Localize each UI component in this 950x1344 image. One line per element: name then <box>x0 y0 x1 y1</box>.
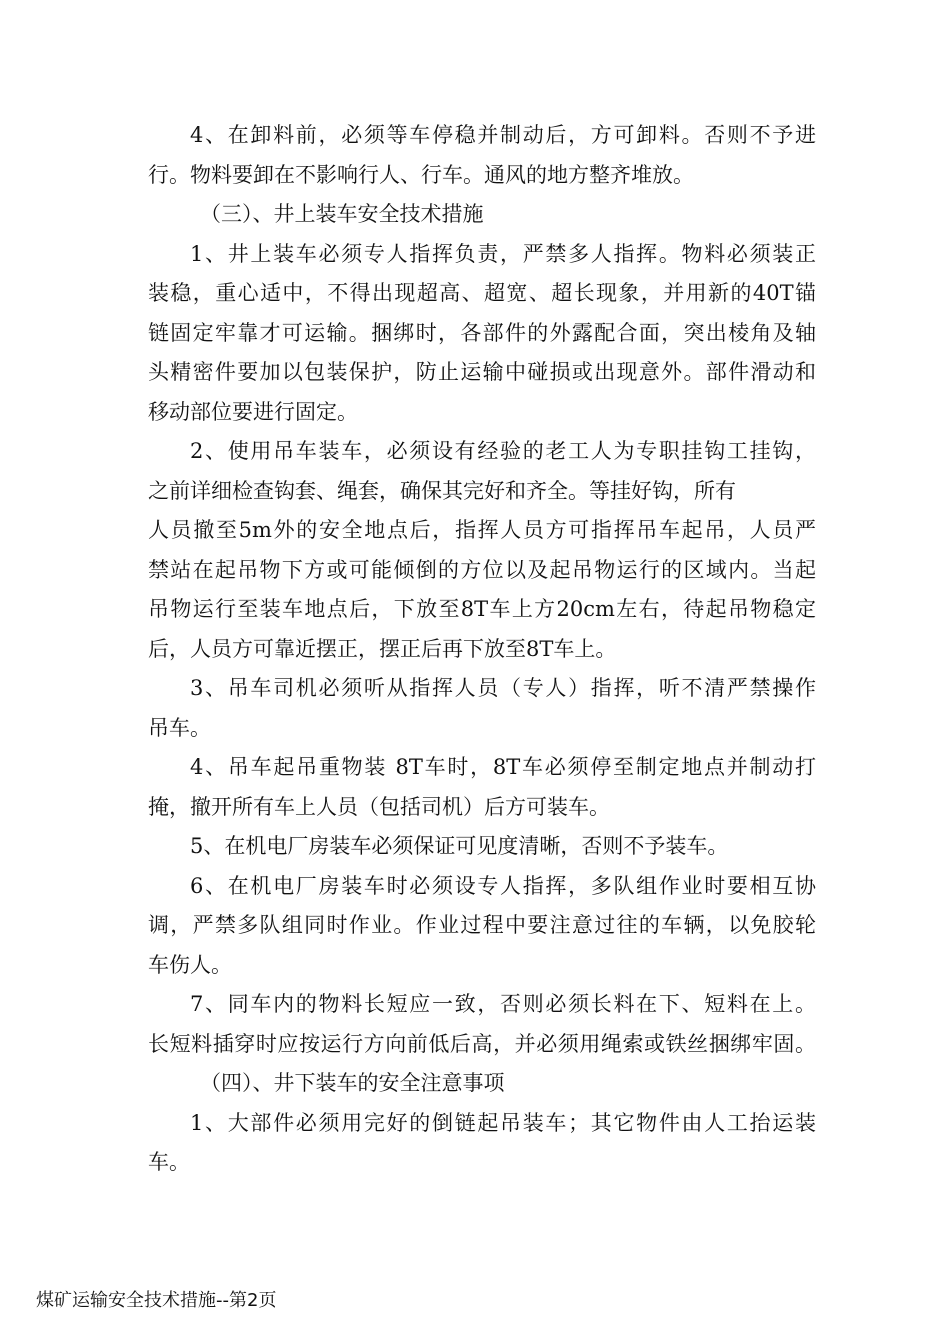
text-line: 2、使用吊车装车，必须设有经验的老工人为专职挂钩工挂钩， <box>190 439 816 463</box>
text-line: 吊物运行至装车地点后，下放至8T车上方20cm左右，待起吊物稳定 <box>148 597 816 621</box>
text-line: 行。物料要卸在不影响行人、行车。通风的地方整齐堆放。 <box>148 162 694 187</box>
text-line: 1、井上装车必须专人指挥负责，严禁多人指挥。物料必须装正 <box>190 241 816 266</box>
text-line: 3、吊车司机必须听从指挥人员（专人）指挥，听不清严禁操作 <box>190 676 816 700</box>
text-line: 禁站在起吊物下方或可能倾倒的方位以及起吊物运行的区域内。当起 <box>148 557 816 582</box>
section-heading: （四）、井下装车的安全注意事项 <box>200 1071 505 1095</box>
text-line: 4、吊车起吊重物装 8T车时，8T车必须停至制定地点并制动打 <box>190 755 816 779</box>
text-line: 移动部位要进行固定。 <box>148 399 358 424</box>
text-line: 6、在机电厂房装车时必须设专人指挥，多队组作业时要相互协 <box>190 873 816 898</box>
text-line: 人员撤至5m外的安全地点后，指挥人员方可指挥吊车起吊，人员严 <box>148 518 816 542</box>
text-line: 掩，撤开所有车上人员（包括司机）后方可装车。 <box>148 794 610 819</box>
text-line: 4、在卸料前，必须等车停稳并制动后，方可卸料。否则不予进 <box>190 123 816 147</box>
text-line: 车。 <box>148 1150 190 1174</box>
text-line: 链固定牢靠才可运输。捆绑时，各部件的外露配合面，突出棱角及轴 <box>148 320 816 345</box>
text-line: 长短料插穿时应按运行方向前低后高，并必须用绳索或铁丝捆绑牢固。 <box>148 1031 816 1056</box>
text-line: 吊车。 <box>148 715 211 740</box>
page-footer: 煤矿运输安全技术措施--第2页 <box>36 1290 277 1311</box>
text-line: 头精密件要加以包装保护，防止运输中碰损或出现意外。部件滑动和 <box>148 360 816 384</box>
section-heading: （三）、井上装车安全技术措施 <box>200 202 484 226</box>
text-line: 装稳，重心适中，不得出现超高、超宽、超长现象，并用新的40T锚 <box>148 281 816 305</box>
text-line: 调，严禁多队组同时作业。作业过程中要注意过往的车辆，以免胶轮 <box>148 913 816 937</box>
text-line: 7、同车内的物料长短应一致，否则必须长料在下、短料在上。 <box>190 992 816 1016</box>
text-line: 5、在机电厂房装车必须保证可见度清晰，否则不予装车。 <box>190 834 729 858</box>
document-body <box>148 116 816 1183</box>
text-line: 车伤人。 <box>148 952 232 977</box>
text-line: 后，人员方可靠近摆正，摆正后再下放至8T车上。 <box>148 636 617 661</box>
text-line: 之前详细检查钩套、绳套，确保其完好和齐全。等挂好钩，所有 <box>148 478 736 503</box>
text-line: 1、大部件必须用完好的倒链起吊装车；其它物件由人工抬运装 <box>190 1110 816 1135</box>
